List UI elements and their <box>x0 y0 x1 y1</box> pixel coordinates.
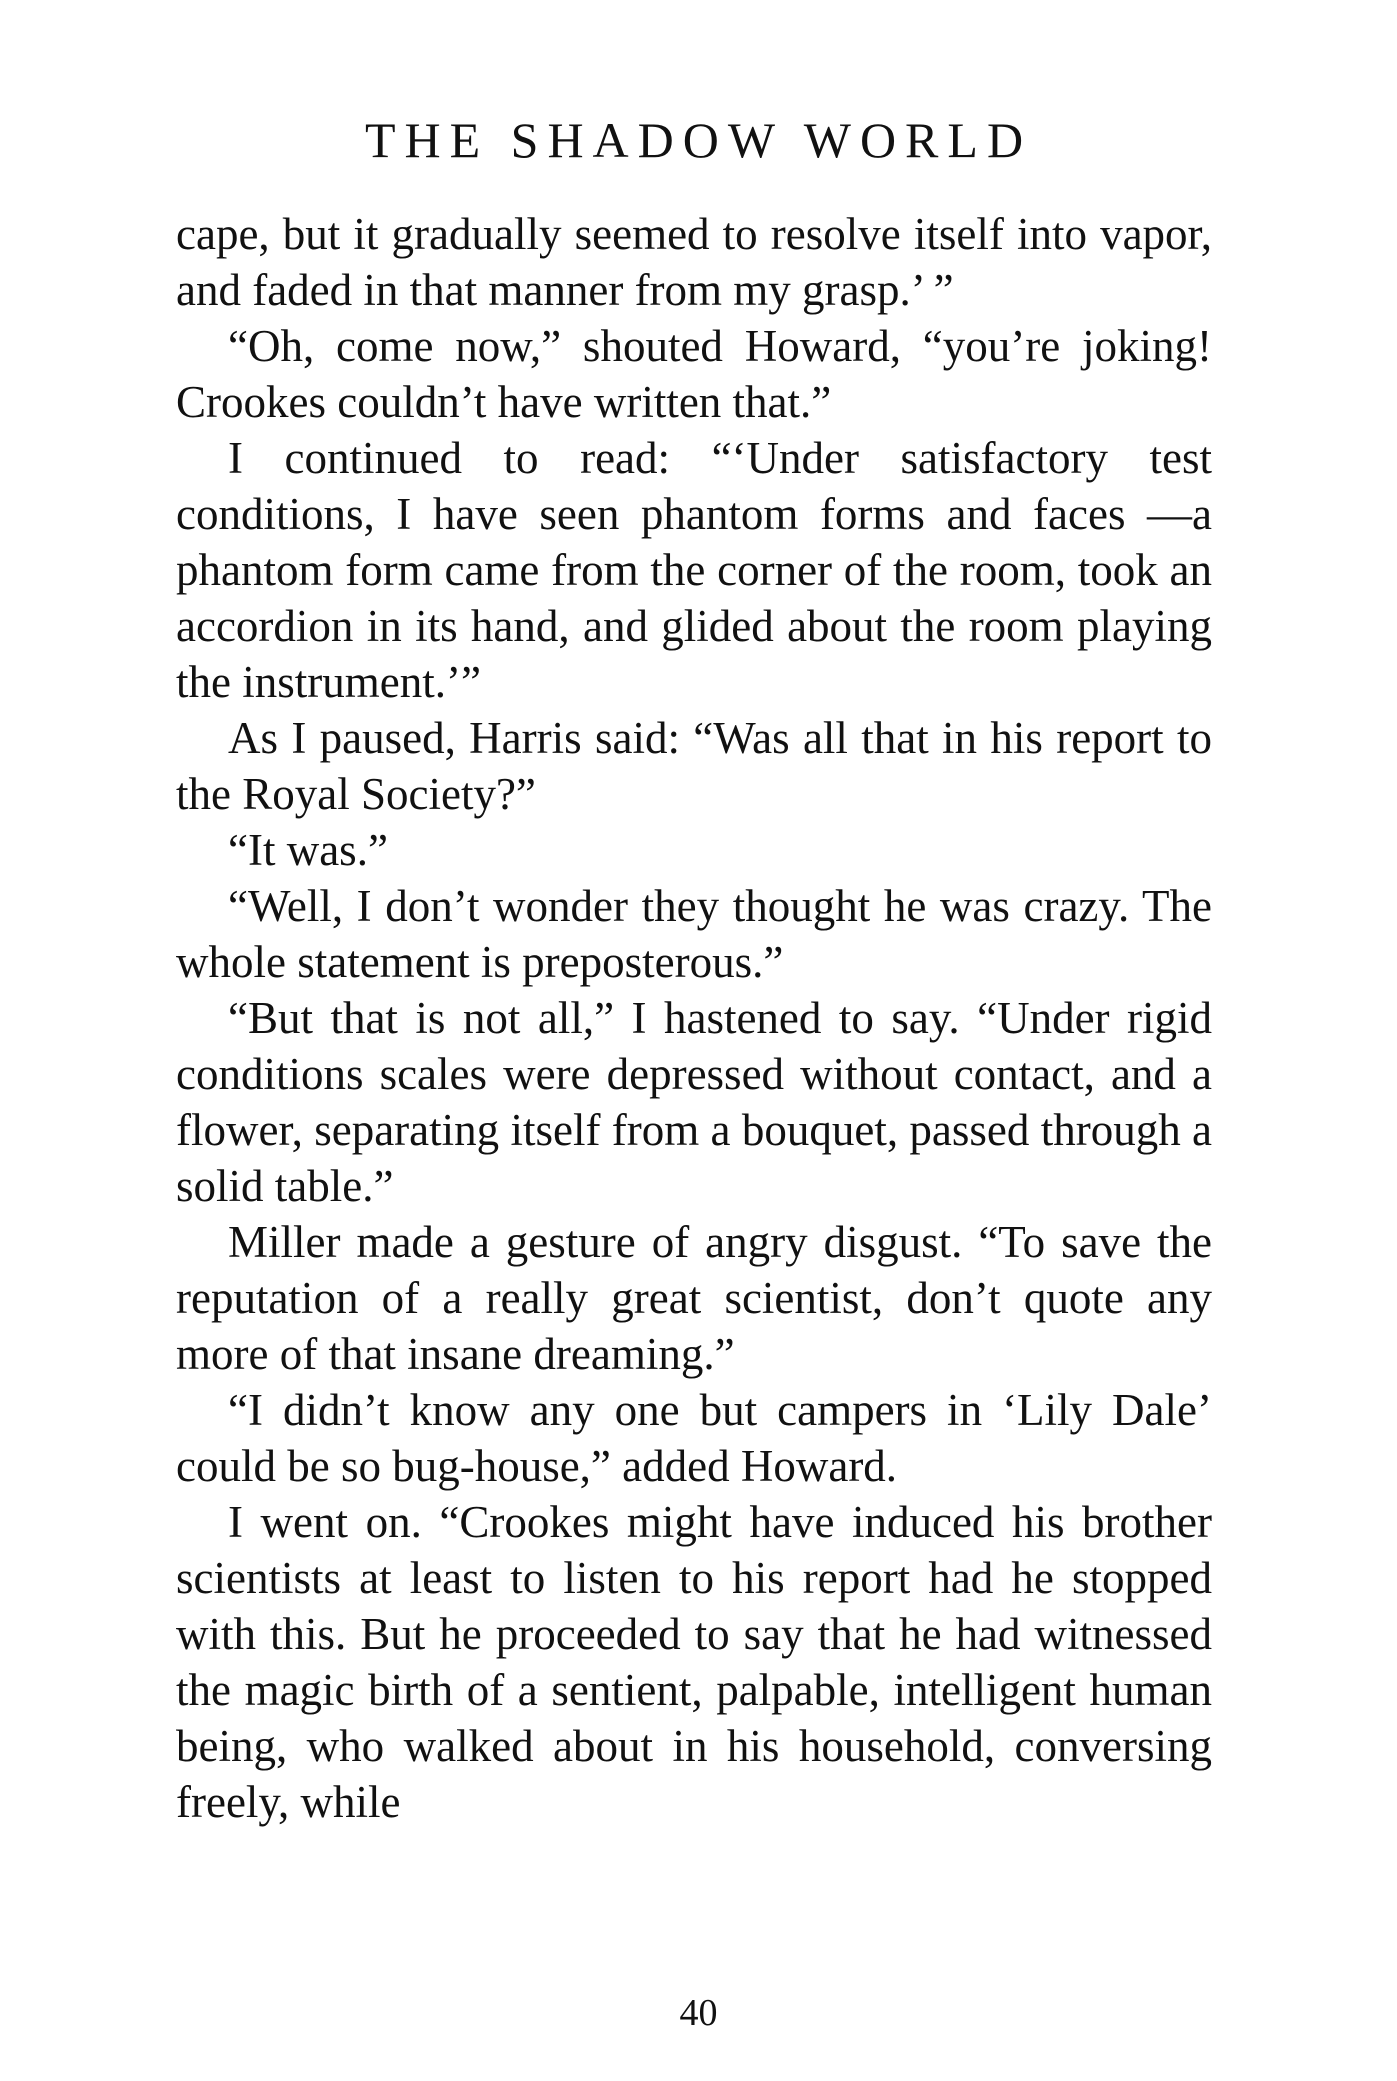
paragraph: “But that is not all,” I hastened to say. “Under rigid conditions scales were depressed without contact, and a flower, separating itself from a bouquet, passed through a solid table.” <box>176 993 1212 1211</box>
page-number: 40 <box>679 1992 718 2034</box>
paragraph: As I paused, Harris said: “Was all that in his report to the Royal Society?” <box>176 713 1212 819</box>
paragraph: “Well, I don’t wonder they thought he was crazy. The whole statement is preposterous.” <box>176 881 1212 987</box>
paragraph: “It was.” <box>228 825 388 875</box>
paragraph: “I didn’t know any one but campers in ‘Lily Dale’ could be so bug-house,” added Howard. <box>176 1385 1212 1491</box>
paragraph: Miller made a gesture of angry disgust. “To save the reputation of a really great scientist, don’t quote any more of that insane dreaming.” <box>176 1217 1212 1379</box>
paragraph: “Oh, come now,” shouted Howard, “you’re joking! Crookes couldn’t have written that.” <box>176 321 1212 427</box>
paragraph: I went on. “Crookes might have induced his brother scientists at least to listen to his report had he stopped with this. But he proceeded to say that he had witnessed the magic birth of a sentient, palpable, intelligent human being, who walked about in his household, conversing freely, while <box>176 1497 1212 1827</box>
paragraph: I continued to read: “‘Under satisfactory test conditions, I have seen phantom forms and faces —a phantom form came from the corner of the room, took an accordion in its hand, and glided about the room playing the instrument.’” <box>176 433 1212 707</box>
body-text <box>176 206 1212 1830</box>
paragraph: cape, but it gradually seemed to resolve itself into vapor, and faded in that manner from my grasp.’ ” <box>176 209 1212 315</box>
running-head: THE SHADOW WORLD <box>364 112 1033 168</box>
